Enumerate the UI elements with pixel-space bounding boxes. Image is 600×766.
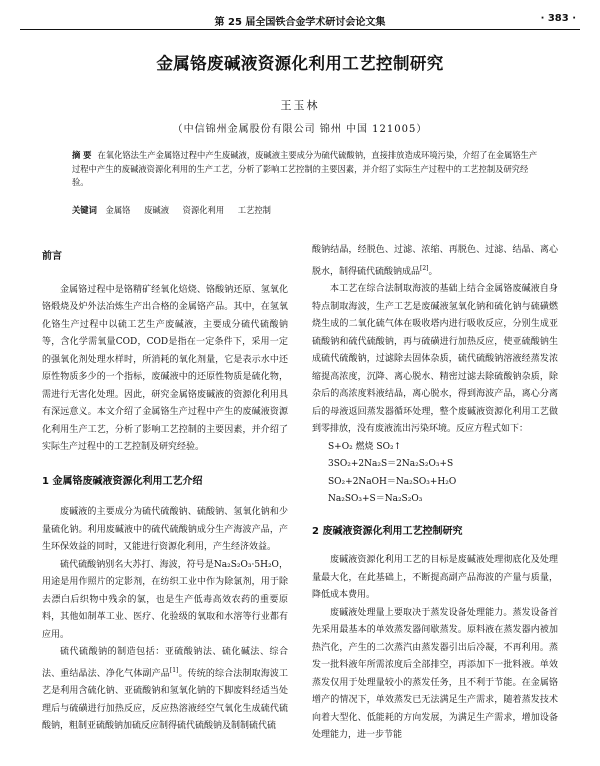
keywords-label: 关键词: [72, 205, 97, 215]
paragraph-text: 。: [428, 266, 438, 277]
journal-name: 第 25 届全国铁合金学术研讨会论文集: [214, 17, 386, 28]
keyword: 工艺控制: [237, 205, 271, 215]
paragraph: 废碱液资源化利用工艺的目标是废碱液处理彻底化及处理量最大化，在此基础上，不断提高副产品海波的产量与质量，降低成本费用。: [312, 555, 558, 600]
keyword: 金属铬: [105, 205, 131, 215]
section-heading-preface: 前言: [42, 251, 62, 262]
abstract: [72, 149, 540, 190]
equation-4: Na₂SO₃+S＝Na₂S₂O₃: [328, 494, 423, 504]
keyword: 资源化利用: [182, 205, 225, 215]
equation-1: S+O₂ 燃烧 SO₂↑: [328, 441, 402, 452]
equation-3: SO₂+2NaOH＝Na₂SO₃+H₂O: [328, 476, 457, 487]
section-heading-1: 1 金属铬废碱液资源化利用工艺介绍: [42, 475, 203, 487]
paper-affiliation: （中信锦州金属股份有限公司 锦州 中国 121005）: [172, 124, 428, 135]
paper-author: 王玉林: [280, 99, 320, 112]
paragraph: 本工艺在综合法制取海波的基础上结合金属铬废碱液自身特点制取海波，生产工艺是废碱液氢氧化钠和硫化钠与硫磺燃烧生成的二氧化硫气体在吸收塔内进行吸收反应，分别生成亚硫酸钠和硫代硫酸钠，再与硫磺进行加热反应，使亚硫酸钠生成硫代硫酸钠，过滤除去固体杂质，硫代硫酸钠溶液经蒸发浓缩提高浓度，沉降、离心脱水、精密过滤去除硫酸钠杂质，除杂后的高浓度料液结晶，离心脱水，得到海波产品，离心分离后的母液返回蒸发器循环处理，整个废碱液资源化利用工艺做到零排放，没有废液流出污染环境。反应方程式如下：: [312, 284, 558, 434]
paragraph: [42, 644, 288, 736]
equation-2: 3SO₂+2Na₂S＝2Na₂S₂O₃+S: [328, 459, 454, 469]
paragraph: [312, 242, 558, 281]
right-column: [312, 242, 558, 745]
abstract-label: 摘 要: [72, 150, 92, 160]
paragraph: 废碱液处理量上要取决于蒸发设备处理能力。蒸发设备首先采用最基本的单效蒸发器间歇蒸发。原料液在蒸发器内被加热汽化，产生的二次蒸汽由蒸发器引出后冷凝，不再利用。蒸发一批料液年所需浓度后全部排空，再添加下一批料液。单效蒸发仅用于处理量较小的蒸发任务，且不利于节能。在金属铬增产的情况下，单效蒸发已无法满足生产需求，随着蒸发技术向着大型化、低能耗的方向发展，为满足生产需求，增加设备处理能力，进一步节能: [312, 607, 558, 740]
paragraph: 废碱液的主要成分为硫代硫酸钠、硫酸钠、氢氧化钠和少量硫化钠。利用废碱液中的硫代硫酸钠成分生产海波产品，产生环保效益的同时，又能进行资源化利用，产生经济效益。: [42, 507, 288, 552]
abstract-text: 在氧化铬法生产金属铬过程中产生废碱液，废碱液主要成分为硫代硫酸钠，直接排放造成环境污染，介绍了在金属铬生产过程中产生的废碱液资源化利用的生产工艺，分析了影响工艺控制的主要因素，并介绍了实际生产过程中的工艺控制及研究经验。: [72, 150, 538, 187]
left-column: [42, 242, 288, 736]
paragraph: 硫代硫酸钠别名大苏打、海波，符号是Na₂S₂O₃·5H₂O，用途是用作照片的定影剂，在纺织工业中作为除氯剂，用于除去漂白后织物中残余的氯，也是生产低毒高效农药的重要原料，其他如制革工业、医疗、化验级的氧取和水溶等行业都有应用。: [42, 559, 288, 640]
page-number: · 383 ·: [540, 13, 576, 24]
section-heading-2: 2 废碱液资源化利用工艺控制研究: [312, 525, 463, 537]
keywords: [72, 204, 540, 216]
paragraph-text: 酸钠结晶，经脱色、过滤、浓缩、再脱色、过滤、结晶、离心脱水，制得硫代硫酸钠成品: [312, 245, 558, 277]
citation: [1]: [169, 666, 179, 674]
keyword: 废碱液: [144, 205, 169, 215]
paper-title: 金属铬废碱液资源化利用工艺控制研究: [156, 54, 444, 73]
paragraph-text: 硫代硫酸钠的制造包括：亚硫酸钠法、硫化碱法、综合法、重结晶法、净化气体副产品: [42, 647, 288, 679]
paragraph-text: 。传统的综合法制取海波工艺是利用含硫化钠、亚硫酸钠和氢氧化钠的下脚废料经适当处理后与硫磺进行加热反应，反应热溶液经空气氧化生成硫代硫酸钠，粗制亚硫酸钠加硫反应制得硫代硫酸钠及制制硫代硫: [42, 668, 288, 731]
paragraph: 金属铬过程中是铬精矿经氧化焙烧、铬酸钠还原、氢氧化铬煅烧及炉外法冶炼生产出合格的金属铬产品。其中，在氢氧化铬生产过程中以硫工艺生产废碱液，主要成分硫代硫酸钠等，含化学需氧量COD，COD是指在一定条件下，采用一定的强氧化剂处理水样时，所消耗的氧化剂量，它是表示水中还原性物质多少的一个指标，废碱液中的还原性物质是硫化物，需进行无害化处理。因此，研究金属铬废碱液的资源化利用具有深远意义。本文介绍了金属铬生产过程中产生的废碱液资源化利用生产工艺，分析了影响工艺控制的主要因素，并介绍了实际生产过程中的工艺控制及研究经验。: [42, 284, 288, 452]
citation: [2]: [420, 264, 429, 272]
running-header: [20, 10, 580, 30]
